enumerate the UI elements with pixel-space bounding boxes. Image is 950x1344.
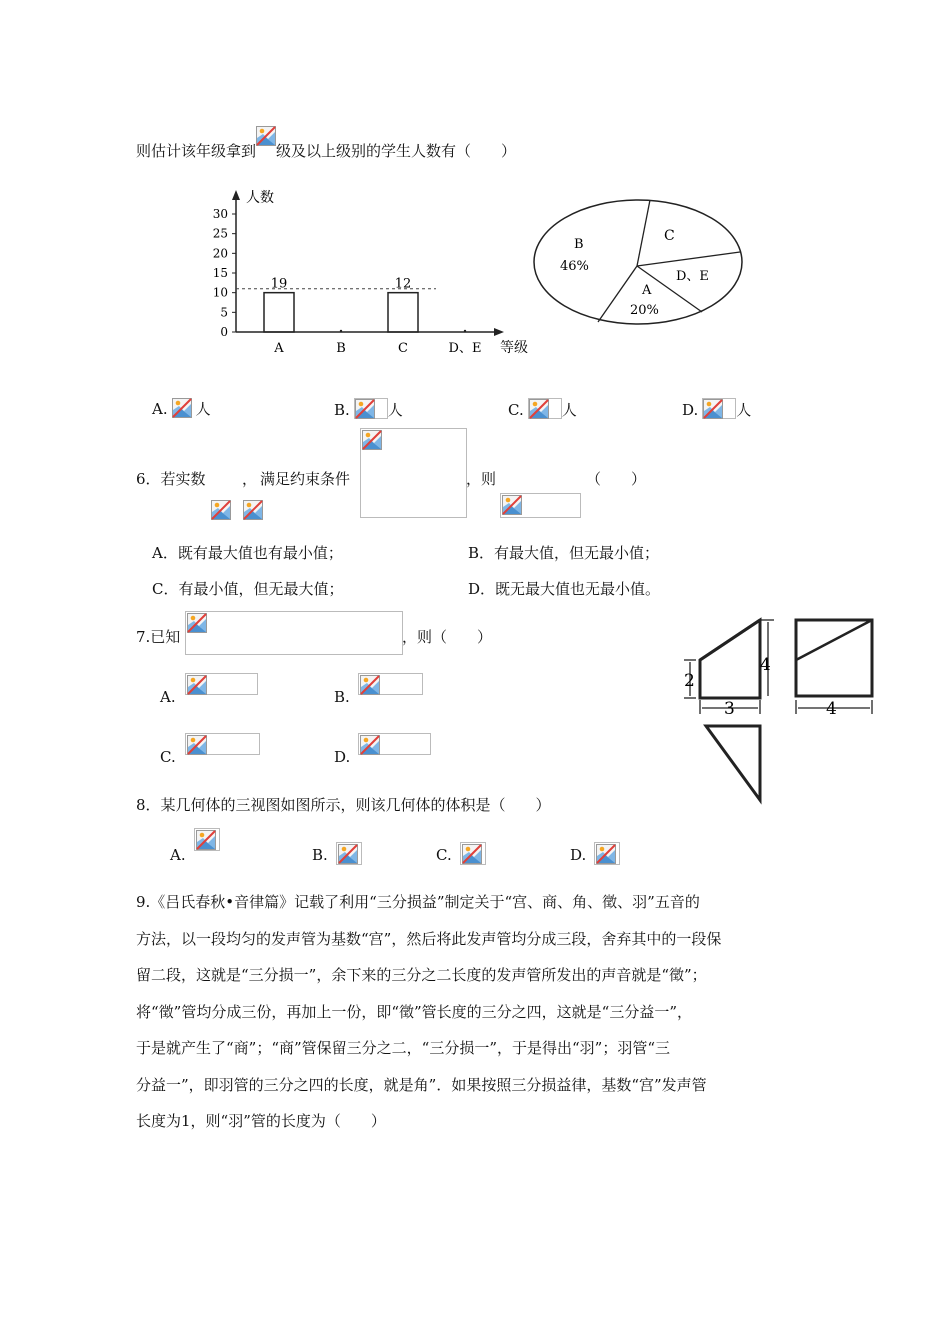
q8-stem: 8．某几何体的三视图如图所示，则该几何体的体积是（ ） — [136, 796, 551, 814]
q7-option-d-image[interactable] — [358, 733, 431, 755]
q8-option-a-label[interactable]: A. — [170, 846, 186, 864]
y-tick-label: 25 — [212, 226, 228, 241]
q6-option-b[interactable]: B．有最大值，但无最小值； — [468, 544, 660, 562]
q6-paren: （ ） — [586, 470, 647, 488]
q9-line: 分益一”，即羽管的三分之四的长度，就是角”．如果按照三分损益律，基数“宫”发声管 — [136, 1075, 707, 1094]
q8-option-c-label[interactable]: C. — [436, 846, 452, 864]
x-axis-arrow-icon — [494, 328, 504, 336]
bar-chart — [196, 186, 542, 356]
q-prev-option-a[interactable]: A. 人 — [152, 400, 211, 418]
y-tick-label: 30 — [212, 207, 228, 221]
q8-option-b-label[interactable]: B. — [312, 846, 328, 864]
q6-stem-a: 6．若实数 — [136, 470, 206, 488]
q9-line: 长度为1，则“羽”管的长度为（ ） — [136, 1112, 386, 1130]
q7-stem-b: ，则（ ） — [402, 628, 493, 646]
x-axis-label: 等级 — [500, 340, 528, 356]
top-view — [706, 726, 760, 800]
y-tick-label: 5 — [220, 305, 228, 320]
variable-x-image — [210, 499, 230, 519]
broken-image-icon — [528, 398, 562, 419]
q-prev-stem-after: 级及以上级别的学生人数有（ ） — [276, 142, 517, 160]
broken-image-icon — [256, 126, 276, 146]
pie-label-c: C — [664, 228, 675, 244]
broken-image-icon — [172, 398, 196, 419]
q7-option-a-image[interactable] — [185, 673, 258, 695]
pie-label-a: A — [642, 283, 652, 298]
x-category-label: B — [336, 341, 346, 356]
bar-0 — [264, 293, 294, 332]
x-category-label: A — [274, 341, 284, 356]
bar-data-label: 12 — [394, 276, 412, 292]
bar-data-label: 19 — [270, 276, 288, 292]
q-prev-option-d[interactable]: D. 人 — [682, 394, 751, 420]
q8-option-d-label[interactable]: D. — [570, 846, 587, 864]
q7-option-a-label[interactable]: A. — [160, 688, 176, 706]
pie-percent-a: 20% — [630, 303, 659, 318]
variable-y-image — [242, 499, 262, 519]
pie-percent-b: 46% — [560, 259, 589, 274]
q-prev-option-c[interactable]: C. 人 — [508, 394, 577, 420]
x-category-label: C — [398, 341, 408, 356]
pie-divider — [637, 252, 740, 266]
three-view-drawing — [676, 614, 882, 806]
dim-height-big: 4 — [760, 655, 771, 675]
y-axis-label: 人数 — [246, 190, 274, 206]
q7-stem-a: 7.已知 — [136, 628, 181, 646]
q-prev-option-b[interactable]: B. 人 — [334, 394, 403, 420]
dim-width-side: 4 — [826, 699, 837, 719]
q7-given-image — [185, 611, 403, 655]
q7-option-d-label[interactable]: D. — [334, 748, 351, 766]
q-prev-stem — [136, 138, 516, 161]
bar-2 — [388, 293, 418, 332]
broken-image-icon — [702, 398, 736, 419]
q8-option-d-image[interactable] — [594, 842, 620, 865]
q8-option-a-image[interactable] — [194, 828, 220, 851]
q8-option-c-image[interactable] — [460, 842, 486, 865]
q9-line: 于是就产生了“商”；“商”管保留三分之二，“三分损一”，于是得出“羽”；羽管“三 — [136, 1039, 671, 1057]
pie-divider — [637, 200, 650, 266]
y-tick-label: 15 — [212, 266, 228, 280]
q6-stem-b: ， — [242, 470, 258, 488]
q6-stem-d: ，则 — [466, 470, 497, 488]
q9-line: 9.《吕氏春秋•音律篇》记载了利用“三分损益”制定关于“宫、商、角、徵、羽”五音的 — [136, 893, 700, 911]
pie-label-b: B — [574, 237, 584, 252]
q9-line: 留二段，这就是“三分损一”，余下来的三分之二长度的发声管所发出的声音就是“徵”； — [136, 966, 707, 984]
side-view — [796, 620, 872, 696]
front-view — [700, 620, 760, 698]
q9-paragraph — [136, 884, 816, 1140]
q-prev-stem-before: 则估计该年级拿到 — [136, 142, 257, 160]
empty-bar-marker — [464, 330, 466, 332]
q6-stem-c: 满足约束条件 — [260, 470, 351, 488]
objective-image — [500, 493, 581, 518]
q7-option-c-label[interactable]: C. — [160, 748, 176, 766]
pie-label-de: D、E — [676, 269, 709, 284]
y-tick-label: 20 — [212, 246, 228, 261]
dim-height-small: 2 — [684, 671, 695, 691]
pie-chart — [530, 196, 746, 328]
q6-option-a[interactable]: A．既有最大值也有最小值； — [152, 544, 343, 562]
q6-option-d[interactable]: D．既无最大值也无最小值。 — [468, 580, 661, 598]
broken-image-icon — [354, 398, 388, 419]
q7-option-c-image[interactable] — [185, 733, 260, 755]
y-tick-label: 0 — [220, 325, 228, 339]
q8-option-b-image[interactable] — [336, 842, 362, 865]
q7-option-b-label[interactable]: B. — [334, 688, 350, 706]
q7-option-b-image[interactable] — [358, 673, 423, 695]
empty-bar-marker — [340, 330, 342, 332]
y-tick-label: 10 — [212, 285, 228, 300]
q9-line: 将“徵”管均分成三份，再加上一份，即“徵”管长度的三分之四，这就是“三分益一”， — [136, 1002, 693, 1021]
constraint-image — [360, 428, 467, 518]
q6-option-c[interactable]: C．有最小值，但无最大值； — [152, 580, 344, 598]
q9-line: 方法，以一段均匀的发声管为基数“宫”，然后将此发声管均分成三段，舍弃其中的一段保 — [136, 929, 722, 948]
dim-width-front: 3 — [724, 699, 735, 719]
x-category-label: D、E — [448, 341, 482, 356]
y-axis-arrow-icon — [232, 190, 240, 200]
